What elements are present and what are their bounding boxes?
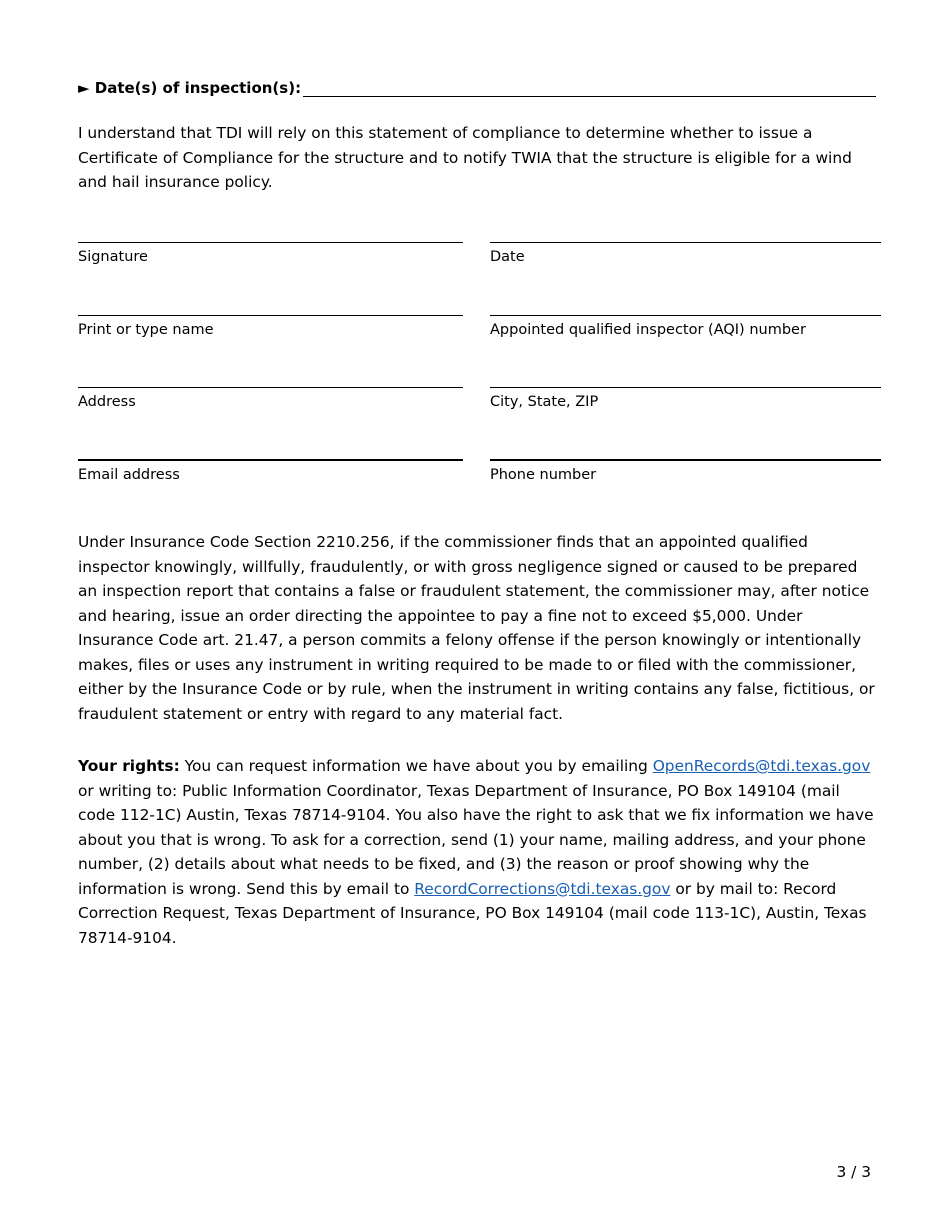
rights-text-2: or writing to: Public Information Coordinator, Texas Department of Insurance, PO Box 149104 (mail code 112-1C) Austin, Texas 78714-9104. You also have the right to ask that we fix information we have about you that is wrong. To ask for a correction, send (1) your name, mailing address, and your phone number, (2) details about what needs to be fixed, and (3) the reason or proof showing why the information is wrong. Send this by email to: [78, 781, 874, 898]
city-state-zip-field[interactable]: [490, 387, 881, 410]
rights-text-3: or by mail to: Record Correction Request, Texas Department of Insurance, PO Box 149104 (mail code 113-1C), Austin, Texas 78714-9104.: [78, 879, 867, 947]
city-state-zip-line[interactable]: [490, 387, 881, 388]
inspection-dates-label: ► Date(s) of inspection(s):: [78, 79, 302, 97]
date-field[interactable]: [490, 242, 881, 265]
print-name-label: Print or type name: [78, 322, 214, 338]
phone-field[interactable]: [490, 459, 881, 483]
print-name-line[interactable]: [78, 315, 463, 316]
email-field[interactable]: [78, 459, 463, 483]
rights-heading: Your rights:: [78, 757, 180, 775]
aqi-number-field[interactable]: [490, 315, 881, 338]
penalty-notice: Under Insurance Code Section 2210.256, if the commissioner finds that an appointed qualified inspector knowingly, willfully, fraudulently, or with gross negligence signed or caused to be prepared an inspection report that contains a false or fraudulent statement, the commissioner may, after notice and hearing, issue an order directing the appointee to pay a fine not to exceed $5,000. Under Insurance Code art. 21.47, a person commits a felony offense if the person knowingly or intentionally makes, files or uses any instrument in writing required to be made to or filed with the commissioner, either by the Insurance Code or by rule, when the instrument in writing contains any false, fictitious, or fraudulent statement or entry with regard to any material fact.: [78, 533, 875, 723]
phone-line[interactable]: [490, 459, 881, 461]
rights-text-1: You can request information we have about you by emailing: [179, 757, 653, 775]
aqi-number-line[interactable]: [490, 315, 881, 316]
record-corrections-email-link[interactable]: RecordCorrections@tdi.texas.gov: [414, 879, 671, 898]
phone-label: Phone number: [490, 467, 597, 483]
aqi-number-label: Appointed qualified inspector (AQI) number: [490, 322, 806, 338]
date-line[interactable]: [490, 242, 881, 243]
city-state-zip-label: City, State, ZIP: [490, 394, 599, 410]
address-line[interactable]: [78, 387, 463, 388]
date-label: Date: [490, 249, 525, 265]
signature-line[interactable]: [78, 242, 463, 243]
address-field[interactable]: [78, 387, 463, 410]
signature-label: Signature: [78, 249, 148, 265]
inspection-dates-field[interactable]: [78, 78, 876, 97]
address-label: Address: [78, 394, 136, 410]
signature-field[interactable]: [78, 242, 463, 265]
page-number: 3 / 3: [836, 1163, 871, 1181]
rights-notice: [78, 754, 878, 950]
email-line[interactable]: [78, 459, 463, 461]
print-name-field[interactable]: [78, 315, 463, 338]
open-records-email-link[interactable]: OpenRecords@tdi.texas.gov: [652, 757, 871, 775]
inspection-dates-line[interactable]: [303, 78, 876, 97]
email-label: Email address: [78, 467, 180, 483]
compliance-statement: I understand that TDI will rely on this statement of compliance to determine whether to issue a Certificate of Compliance for the structure and to notify TWIA that the structure is eligible for a wind and hail insurance policy.: [78, 124, 852, 191]
